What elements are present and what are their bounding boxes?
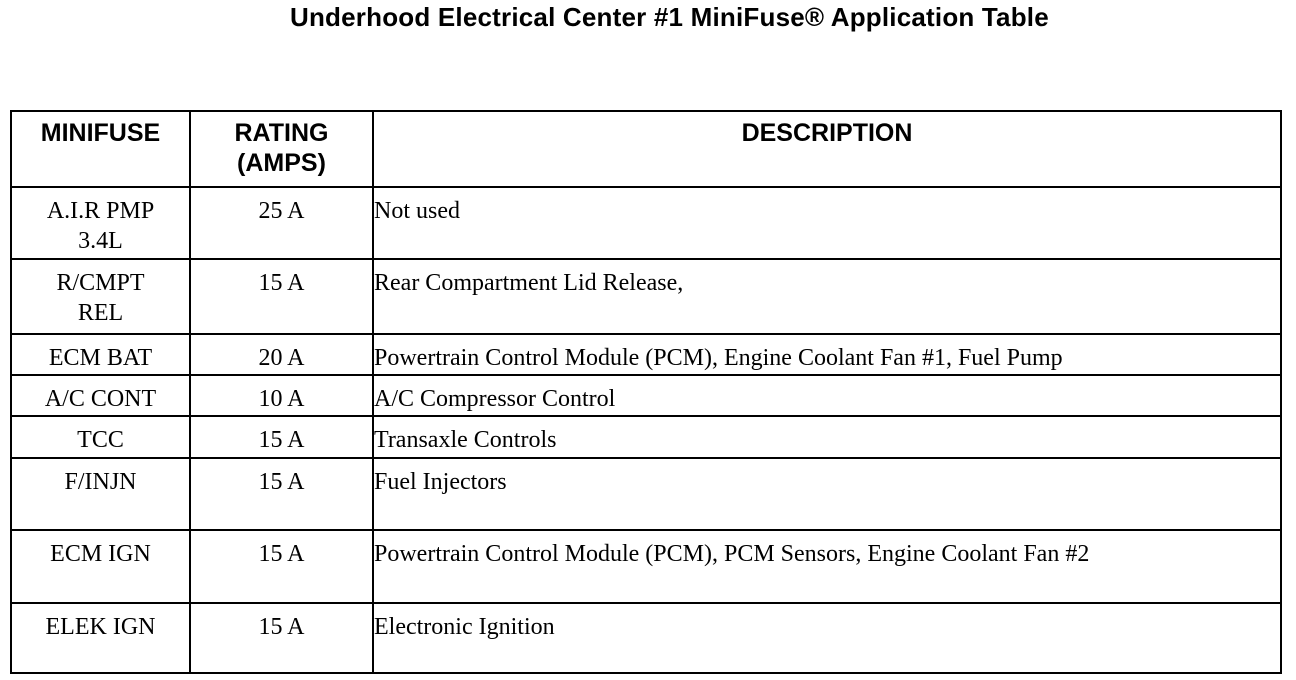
header-minifuse: MINIFUSE — [11, 111, 190, 187]
header-description: DESCRIPTION — [373, 111, 1281, 187]
rating-cell: 15 A — [190, 458, 373, 530]
table-row — [11, 334, 1281, 375]
rating-cell: 15 A — [190, 603, 373, 673]
table-row — [11, 416, 1281, 458]
fuse-name-cell: A.I.R PMP 3.4L — [11, 187, 190, 259]
minifuse-application-table — [10, 110, 1282, 674]
description-cell: Powertrain Control Module (PCM), PCM Sensors, Engine Coolant Fan #2 — [373, 530, 1281, 603]
fuse-name-cell: ECM IGN — [11, 530, 190, 603]
fuse-name-cell: R/CMPT REL — [11, 259, 190, 334]
header-rating-line2: (AMPS) — [237, 149, 326, 177]
table-row — [11, 458, 1281, 530]
table-row — [11, 375, 1281, 416]
header-rating-line1: RATING — [234, 119, 329, 147]
table-row — [11, 603, 1281, 673]
description-cell: Transaxle Controls — [373, 416, 1281, 458]
rating-cell: 10 A — [190, 375, 373, 416]
fuse-name-cell: A/C CONT — [11, 375, 190, 416]
table-row — [11, 187, 1281, 259]
table-row — [11, 530, 1281, 603]
page-title: Underhood Electrical Center #1 MiniFuse® Application Table — [290, 2, 1049, 32]
rating-cell: 15 A — [190, 259, 373, 334]
description-cell: Not used — [373, 187, 1281, 259]
description-cell: Electronic Ignition — [373, 603, 1281, 673]
fuse-name-cell: TCC — [11, 416, 190, 458]
rating-cell: 15 A — [190, 416, 373, 458]
description-cell: A/C Compressor Control — [373, 375, 1281, 416]
description-cell: Rear Compartment Lid Release, — [373, 259, 1281, 334]
rating-cell: 20 A — [190, 334, 373, 375]
description-cell: Powertrain Control Module (PCM), Engine Coolant Fan #1, Fuel Pump — [373, 334, 1281, 375]
header-rating — [190, 111, 373, 187]
description-cell: Fuel Injectors — [373, 458, 1281, 530]
table-header-row — [11, 111, 1281, 187]
rating-cell: 15 A — [190, 530, 373, 603]
fuse-name-cell: ECM BAT — [11, 334, 190, 375]
table-row — [11, 259, 1281, 334]
fuse-name-cell: ELEK IGN — [11, 603, 190, 673]
fuse-name-cell: F/INJN — [11, 458, 190, 530]
rating-cell: 25 A — [190, 187, 373, 259]
